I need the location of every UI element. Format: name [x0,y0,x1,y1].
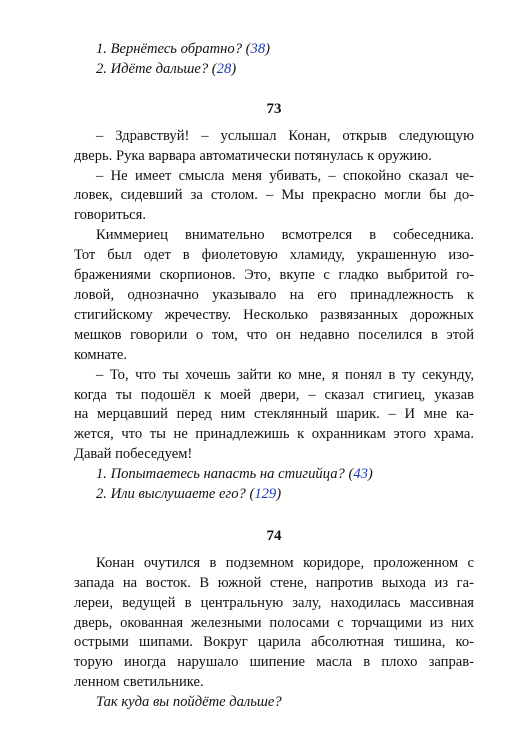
paragraph-line: дверь. Рука варвара автоматически потянулась к оружию. [74,147,432,164]
paragraph-line: острыми шипами. Вокруг царила абсолютная тишина, ко- [74,634,474,651]
paragraph-line: торую иногда нарушало шипение масла в плохо заправ- [74,654,474,671]
paragraph-line: ловек, сидевший за столом. – Мы прекрасно могли бы до- [74,187,474,204]
choice-text: 1. Вернётесь обратно? ( [96,41,251,57]
choice-item [74,465,474,485]
paragraph-line: бражениями скорпионов. Это, вкупе с гладко выбритой го- [74,267,474,284]
paragraph-line: Киммериец внимательно всмотрелся в собеседника. [96,227,474,244]
paragraph-line: когда ты подошёл к моей двери, – сказал стигиец, указав [74,386,474,403]
choice-close: ) [231,60,237,77]
paragraph-line: на мерцавший перед ним стеклянный шарик. – И мне ка- [74,406,474,423]
choice-link[interactable]: 28 [216,60,232,77]
question-text: Так куда вы пойдёте дальше? [96,694,282,711]
paragraph-line: говориться. [74,207,146,224]
book-page [74,40,474,713]
choice-item [74,60,474,80]
choice-item [74,40,474,60]
choice-link[interactable]: 129 [254,486,277,503]
choice-text: 2. Или выслушаете его? ( [96,486,255,503]
paragraph-line: мешков говорили о том, что он недавно поселился в этой [74,326,474,343]
paragraph-line: комнате. [74,346,128,363]
paragraph-line: запада на восток. В южной стене, напротив выхода из га- [74,574,474,591]
paragraph-line: лереи, ведущей в центральную залу, находилась массивная [74,594,474,611]
paragraph-line: стигийскому жречеству. Несколько развязанных дорожных [74,306,474,323]
paragraph-line: – Здравствуй! – услышал Конан, открыв следующую [96,127,474,144]
choice-close: ) [276,486,282,503]
choice-text: 2. Идёте дальше? ( [96,60,217,77]
choice-item [74,485,474,505]
paragraph-line: ленном светильнике. [74,674,204,691]
choice-link[interactable]: 43 [353,466,368,483]
choice-text: 1. Попытаетесь напасть на стигийца? ( [96,466,354,483]
choice-close: ) [367,466,373,483]
paragraph-line: Давай побеседуем! [74,446,193,463]
paragraph-line: ловой, однозначно указывало на его принадлежность к [74,286,474,303]
paragraph-line: Тот был одет в фиолетовую хламиду, украшенную изо- [74,247,474,264]
paragraph-line: жется, что ты не принадлежишь к охранникам этого храма. [74,426,474,443]
section-heading-73: 73 [266,100,282,117]
paragraph-line: – Не имеет смысла меня убивать, – спокойно сказал че- [96,167,474,184]
paragraph-line: – То, что ты хочешь зайти ко мне, я понял в ту секунду, [96,366,474,383]
section-heading-74: 74 [266,527,282,544]
paragraph-line: Конан очутился в подземном коридоре, проложенном с [96,554,474,571]
paragraph-line: дверь, окованная железными полосами с торчащими из них [74,614,474,631]
choice-close: ) [265,41,270,57]
choice-link[interactable]: 38 [250,41,266,57]
